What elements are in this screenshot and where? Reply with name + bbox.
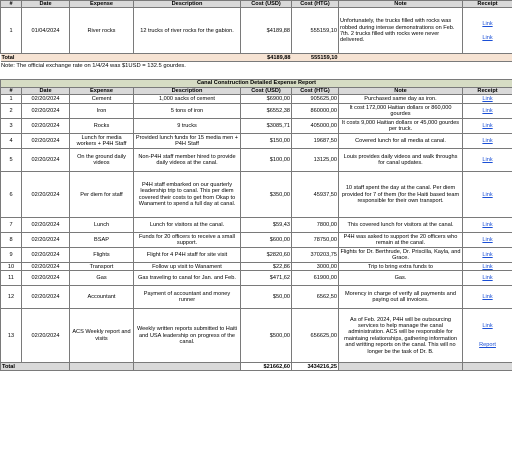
row-cost-usd: $6900,00	[241, 95, 292, 104]
expense-table-2	[0, 79, 512, 371]
row-cost-htg: 3000,00	[292, 263, 339, 271]
row-note: Trip to bring extra funds to	[339, 263, 463, 271]
receipt-link[interactable]: Link	[482, 294, 493, 301]
row-cost-usd: $471,62	[241, 271, 292, 286]
row-receipt	[463, 286, 512, 309]
row-description: Non-P4H staff member hired to provide daily videos at the canal.	[134, 149, 241, 172]
col-header-receipt: Receipt	[463, 87, 512, 94]
row-date: 02/20/2024	[22, 309, 70, 363]
row-note: 10 staff spent the day at the canal. Per diem provided for 7 of them (for the Haiti based team responsible for their own transport.	[339, 172, 463, 218]
col-header-expense: Expense	[70, 1, 134, 8]
row-date: 02/20/2024	[22, 119, 70, 134]
receipt-link[interactable]: Link	[482, 34, 493, 41]
col-header-date: Date	[22, 1, 70, 8]
row-note: Flights for Dr. Berthrude, Dr. Priscilla, Kayla, and Grace.	[340, 248, 461, 262]
table-row	[1, 104, 512, 119]
row-expense: Gas	[70, 271, 134, 286]
row-date: 02/20/2024	[22, 95, 70, 104]
total-cost-htg: 555159,10	[292, 54, 339, 62]
row-num: 5	[1, 149, 22, 172]
row-num: 9	[1, 248, 22, 263]
col-header-note: Note	[339, 1, 463, 8]
col-header-cost-usd: Cost (USD)	[241, 1, 292, 8]
row-note: Morency in charge of verify all payments and paying out all invoices.	[339, 286, 463, 309]
row-date: 02/20/2024	[22, 218, 70, 233]
receipt-link[interactable]: Link	[482, 237, 493, 244]
col-header-description: Description	[134, 1, 241, 8]
row-receipt	[463, 271, 512, 286]
table-2-title-row	[1, 80, 512, 87]
row-date: 02/20/2024	[22, 271, 70, 286]
row-cost-htg: 555159,10	[292, 8, 339, 54]
col-header-cost-usd: Cost (USD)	[241, 87, 292, 94]
receipt-link[interactable]: Link	[482, 157, 493, 164]
row-note: Louis provides daily videos and walk throughs for canal updates.	[339, 149, 463, 172]
row-cost-usd: $2820,60	[241, 248, 292, 263]
row-cost-htg: 405000,00	[292, 119, 339, 134]
row-cost-usd: $22,86	[241, 263, 292, 271]
row-receipt	[463, 172, 512, 218]
row-cost-htg: 656625,00	[292, 309, 339, 363]
row-description: Payment of accountant and money runner	[134, 286, 241, 309]
row-receipt	[463, 134, 512, 149]
row-cost-usd: $350,00	[241, 172, 292, 218]
row-num: 12	[1, 286, 22, 309]
row-description: Funds for 20 officers to receive a small support.	[134, 233, 241, 248]
table-2-total-row	[1, 363, 512, 371]
row-expense: River rocks	[70, 8, 134, 54]
row-expense: Per diem for staff	[70, 172, 134, 218]
row-cost-usd: $600,00	[241, 233, 292, 248]
row-expense: Accountant	[70, 286, 134, 309]
row-cost-htg: 860000,00	[292, 104, 339, 119]
table-row	[1, 263, 512, 271]
row-cost-htg: 13125,00	[292, 149, 339, 172]
row-expense: Rocks	[70, 119, 134, 134]
col-header-note: Note	[339, 87, 463, 94]
row-description: 1,000 sacks of cement	[134, 95, 241, 104]
row-receipt	[463, 149, 512, 172]
row-description: Gas traveling to canal for Jan. and Feb.	[134, 271, 241, 286]
row-receipt	[463, 248, 512, 263]
row-expense: Cement	[70, 95, 134, 104]
row-date: 02/20/2024	[22, 134, 70, 149]
row-expense: Lunch	[70, 218, 134, 233]
row-receipt	[463, 104, 512, 119]
row-note: It cost 172,000 Haitian dollars or 860,000 gourdes	[339, 104, 463, 119]
row-description: 5 tons of iron	[134, 104, 241, 119]
row-num: 1	[1, 95, 22, 104]
row-expense: Flights	[70, 248, 134, 263]
table-1-header-row	[1, 1, 512, 8]
row-cost-htg: 19687,50	[292, 134, 339, 149]
row-receipt	[463, 119, 512, 134]
total-cost-usd: $4189,88	[241, 54, 292, 62]
table-1-total-row	[1, 54, 512, 62]
row-cost-htg: 7800,00	[292, 218, 339, 233]
row-cost-htg: 6562,50	[292, 286, 339, 309]
row-cost-usd: $150,00	[241, 134, 292, 149]
row-expense: ACS Weekly report and visits	[70, 309, 134, 363]
row-num: 10	[1, 263, 22, 271]
expense-table-1	[0, 0, 512, 62]
row-expense: Lunch for media workers + P4H Staff	[70, 134, 134, 149]
row-expense: BSAP	[70, 233, 134, 248]
row-date: 02/20/2024	[22, 149, 70, 172]
row-description: 12 trucks of river rocks for the gabion.	[134, 8, 241, 54]
table-row	[1, 149, 512, 172]
row-cost-usd: $3085,71	[241, 119, 292, 134]
report-title: Canal Construction Detailed Expense Report	[1, 80, 512, 87]
row-date: 01/04/2024	[22, 8, 70, 54]
row-expense: Transport	[70, 263, 134, 271]
col-header-num: #	[1, 87, 22, 94]
row-note: Unfortunately, the trucks filled with rocks was robbed during intense demonstrations on Feb. 7th. 2 trucks filled with rocks were never delivered.	[339, 8, 463, 54]
row-cost-usd: $6552,38	[241, 104, 292, 119]
table-row	[1, 8, 512, 54]
receipt-link[interactable]: Link	[482, 191, 493, 198]
row-receipt	[463, 218, 512, 233]
row-cost-usd: $4189,88	[241, 8, 292, 54]
receipt-link[interactable]: Link	[482, 252, 493, 259]
total-label: Total	[1, 54, 70, 62]
table-row	[1, 134, 512, 149]
row-num: 6	[1, 172, 22, 218]
receipt-link[interactable]: Link	[482, 263, 493, 270]
total-cost-usd: $21662,60	[241, 363, 292, 371]
table-row	[1, 218, 512, 233]
row-cost-htg: 905625,00	[292, 95, 339, 104]
row-note: It costs 9,000 Haitian dollars or 45,000 gourdes per truck.	[339, 119, 463, 134]
table-row	[1, 248, 512, 263]
row-cost-htg: 61900,00	[292, 271, 339, 286]
row-cost-htg: 45937,50	[292, 172, 339, 218]
row-num: 1	[1, 8, 22, 54]
row-note: Gas.	[339, 271, 463, 286]
row-note: As of Feb. 2024, P4H will be outsourcing services to help manage the canal administration. ACS will be responsible for maintaing relationships, gathering information and writting reports on the canal. This will no longer be the task of Dr. B.	[339, 309, 463, 363]
receipt-link[interactable]: Link	[482, 275, 493, 282]
row-num: 3	[1, 119, 22, 134]
report-link[interactable]: Report	[479, 341, 496, 348]
table-row	[1, 172, 512, 218]
exchange-rate-note: Note: The official exchange rate on 1/4/24 was $1USD = 132.5 gourdes.	[1, 63, 186, 70]
receipt-link[interactable]: Link	[482, 138, 493, 145]
total-label: Total	[1, 363, 70, 371]
row-expense: Iron	[70, 104, 134, 119]
col-header-cost-htg: Cost (HTG)	[292, 87, 339, 94]
row-note: Covered lunch for all media at canal.	[339, 134, 463, 149]
row-description: Follow up visit to Wanament	[134, 263, 241, 271]
total-cost-htg: 3434216,25	[292, 363, 339, 371]
col-header-num: #	[1, 1, 22, 8]
row-num: 7	[1, 218, 22, 233]
receipt-link[interactable]: Link	[482, 108, 493, 115]
row-date: 02/20/2024	[22, 286, 70, 309]
row-cost-usd: $50,00	[241, 286, 292, 309]
row-note: This covered lunch for visitors at the canal.	[339, 218, 463, 233]
table-row	[1, 271, 512, 286]
row-receipt	[463, 233, 512, 248]
row-description: Lunch for visitors at the canal.	[134, 218, 241, 233]
row-num: 11	[1, 271, 22, 286]
row-description: 9 trucks	[134, 119, 241, 134]
col-header-expense: Expense	[70, 87, 134, 94]
receipt-link[interactable]: Link	[482, 323, 493, 330]
col-header-description: Description	[134, 87, 241, 94]
table-row	[1, 286, 512, 309]
row-description: Weekly written reports submitted to Haiti and USA leadership on progress of the canal.	[134, 309, 241, 363]
row-num: 4	[1, 134, 22, 149]
row-cost-usd: $100,00	[241, 149, 292, 172]
row-date: 02/20/2024	[22, 172, 70, 218]
col-header-cost-htg: Cost (HTG)	[292, 1, 339, 8]
row-description: Flight for 4 P4H staff for site visit	[134, 248, 241, 263]
row-receipt	[463, 263, 512, 271]
receipt-link[interactable]: Link	[482, 123, 493, 130]
table-row	[1, 233, 512, 248]
table-row	[1, 309, 512, 363]
table-row	[1, 95, 512, 104]
row-receipt	[463, 309, 512, 363]
row-cost-htg: 370203,75	[292, 248, 339, 263]
row-receipt	[463, 8, 512, 54]
receipt-link[interactable]: Link	[482, 20, 493, 27]
row-cost-htg: 78750,00	[292, 233, 339, 248]
row-expense: On the ground daily videos	[70, 149, 134, 172]
table-row	[1, 119, 512, 134]
row-cost-usd: $59,43	[241, 218, 292, 233]
table-2-header-row	[1, 87, 512, 94]
col-header-date: Date	[22, 87, 70, 94]
row-num: 13	[1, 309, 22, 363]
row-note: Purchased same day as iron.	[339, 95, 463, 104]
row-cost-usd: $500,00	[241, 309, 292, 363]
row-date: 02/20/2024	[22, 263, 70, 271]
row-num: 8	[1, 233, 22, 248]
row-date: 02/20/2024	[22, 233, 70, 248]
receipt-link[interactable]: Link	[482, 96, 493, 103]
row-receipt	[463, 95, 512, 104]
row-description: Provided lunch funds for 15 media men + P4H Staff	[134, 134, 241, 149]
row-note: P4H was asked to support the 20 officers who remain at the canal.	[339, 233, 463, 248]
col-header-receipt: Receipt	[463, 1, 512, 8]
row-description: P4H staff embarked on our quarterly leadership trip to canal. This per diem covered their costs to get from Okap to Wanament to spend a full day at canal.	[134, 172, 241, 218]
row-date: 02/20/2024	[22, 104, 70, 119]
receipt-link[interactable]: Link	[482, 222, 493, 229]
row-date: 02/20/2024	[22, 248, 70, 263]
row-num: 2	[1, 104, 22, 119]
